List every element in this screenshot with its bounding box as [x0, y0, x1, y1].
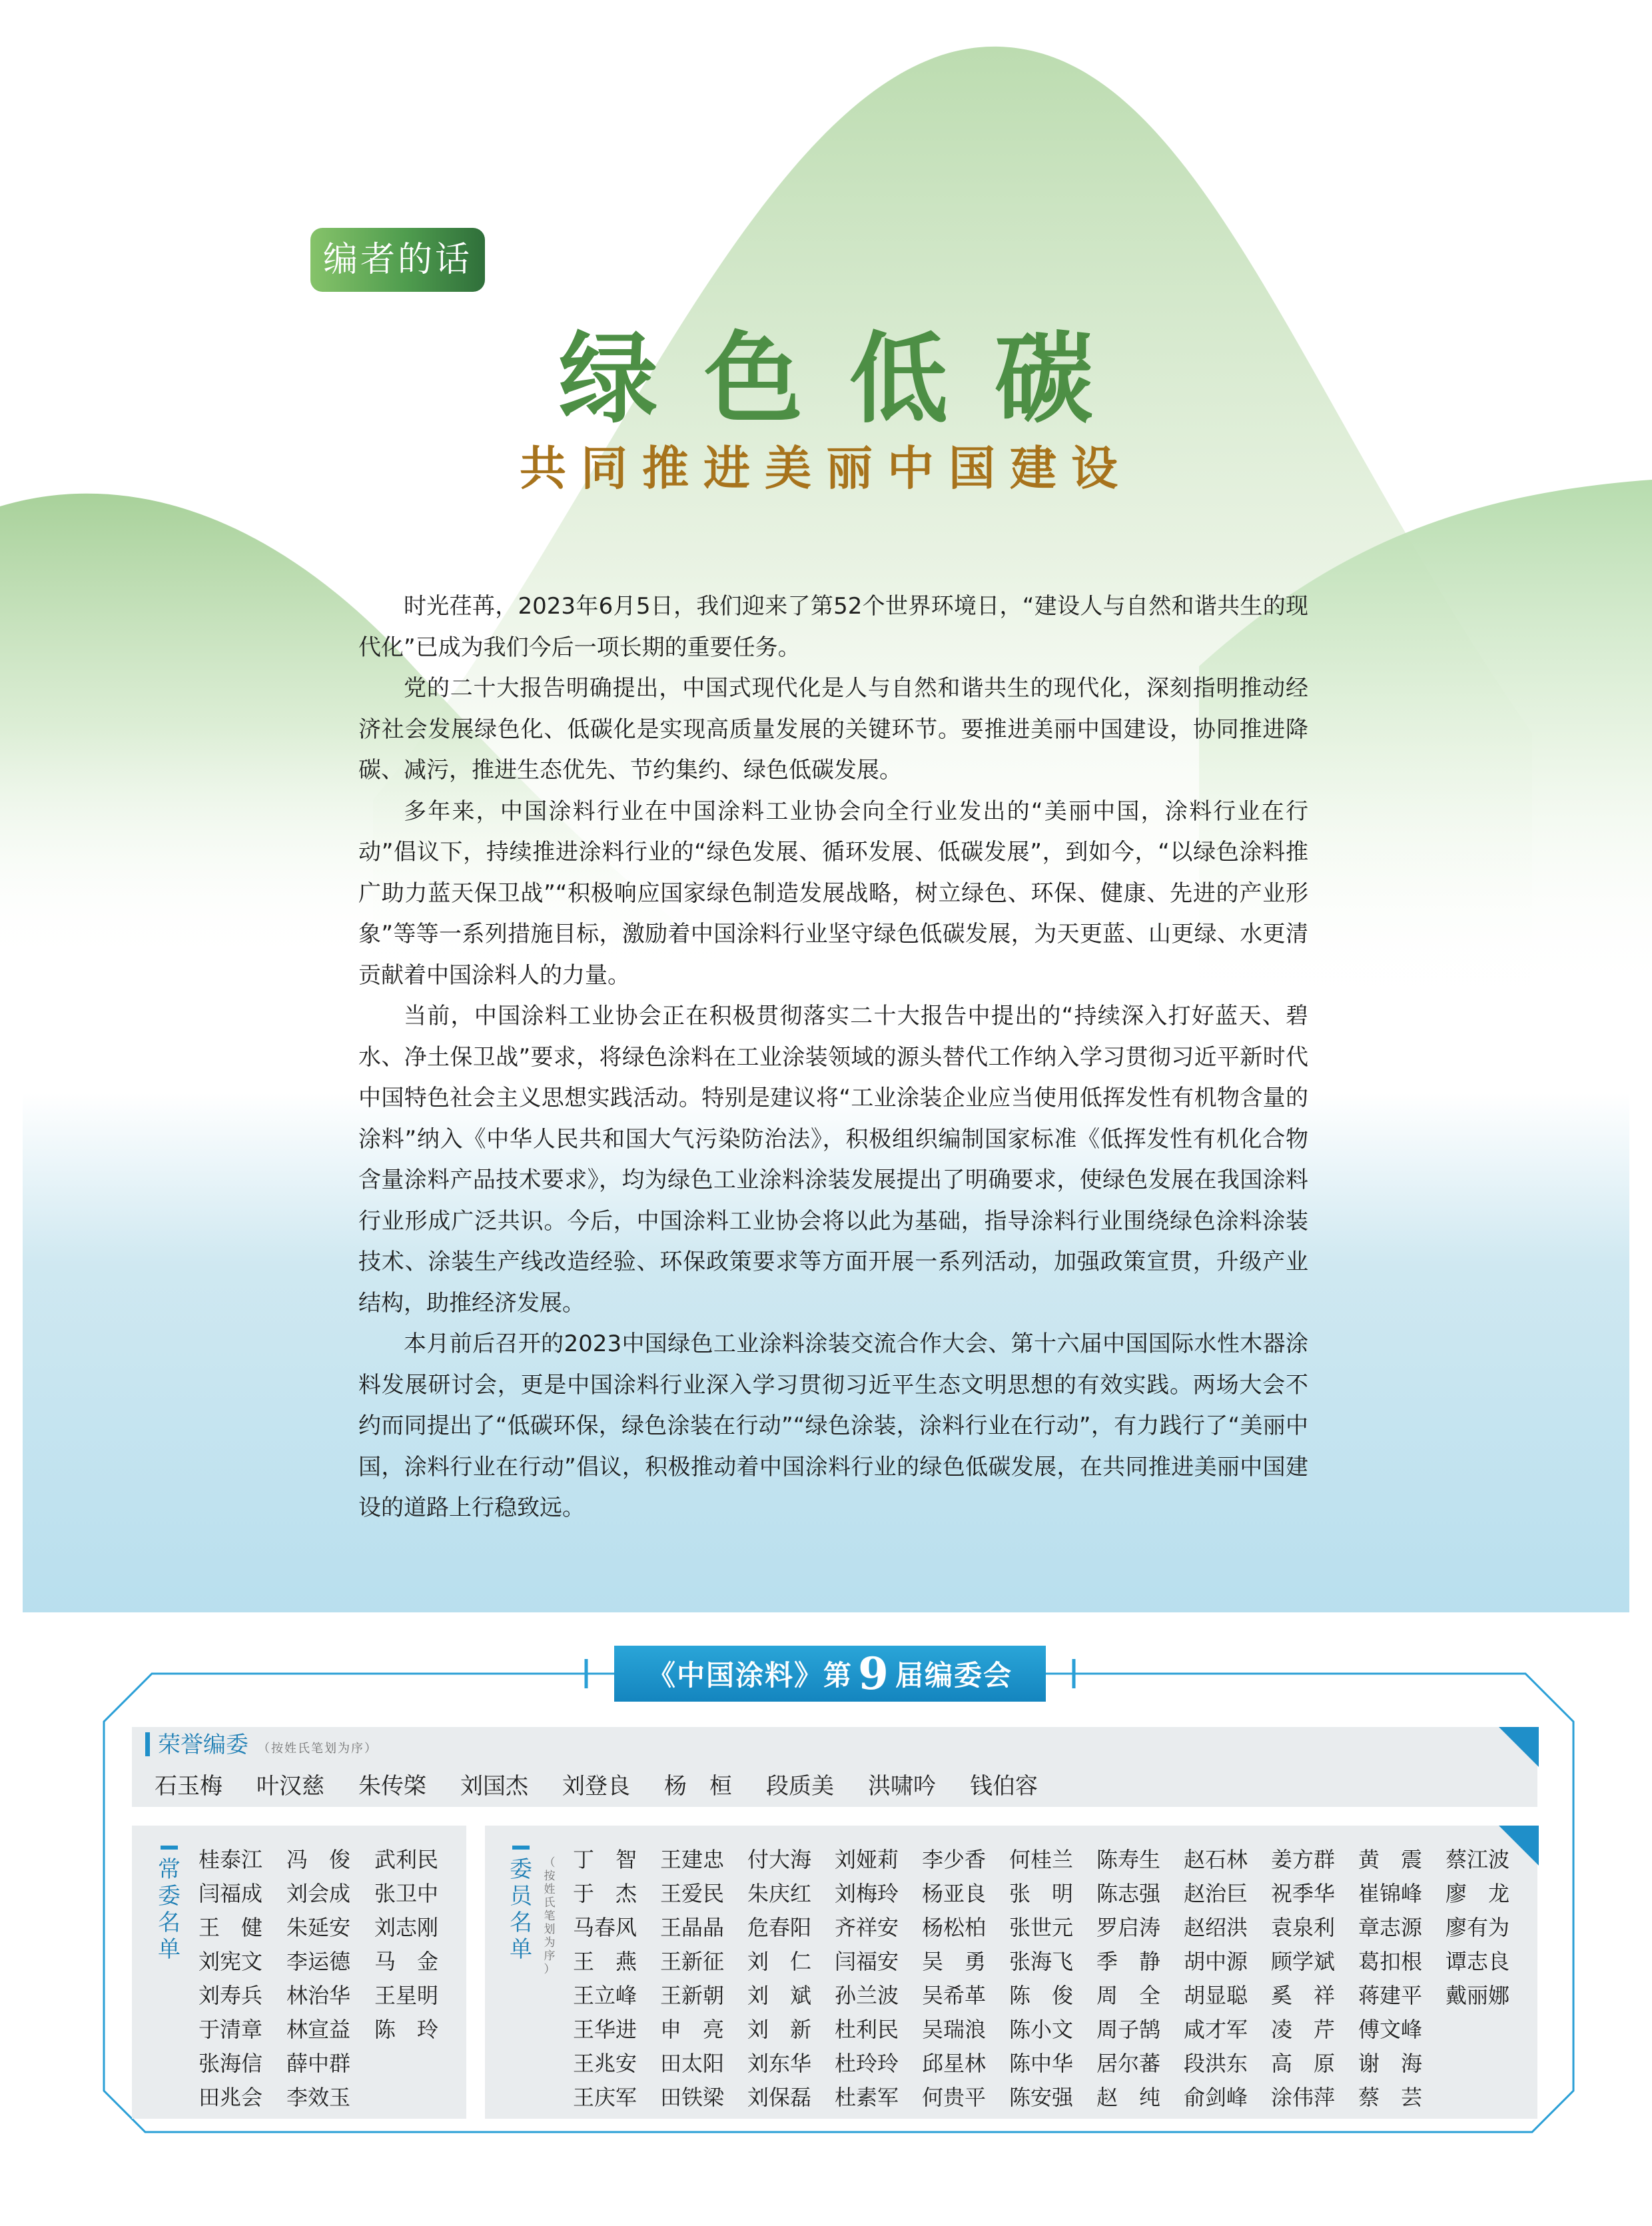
board-title — [614, 1646, 1046, 1702]
paragraph: 当前，中国涂料工业协会正在积极贯彻落实二十大报告中提出的“持续深入打好蓝天、碧水、净土保卫战”要求，将绿色涂料在工业涂装领域的源头替代工作纳入学习贯彻习近平新时代中国特色社会主义思想实践活动。特别是建议将“工业涂装企业应当使用低挥发性有机物含量的涂料”纳入《中华人民共和国大气污染防治法》，积极组织编制国家标准《低挥发性有机化合物含量涂料产品技术要求》，均为绿色工业涂料涂装发展提出了明确要求，使绿色发展在我国涂料行业形成广泛共识。今后，中国涂料工业协会将以此为基础，指导涂料行业围绕绿色涂料涂装技术、涂装生产线改造经验、环保政策要求等方面开展一系列活动，加强政策宣贯，升级产业结构，助推经济发展。 — [358, 1003, 1308, 1317]
label-char: 为 — [544, 1936, 556, 1949]
committee-name: 咸才军 — [1184, 2017, 1248, 2042]
committee-name: 蔡 芸 — [1358, 2085, 1423, 2110]
committee-name: 杨亚良 — [922, 1881, 987, 1906]
label-char: 员 — [510, 1883, 532, 1910]
committee-name: 章志源 — [1358, 1915, 1423, 1940]
committee-name: 奚 祥 — [1271, 1983, 1336, 2008]
section-tag: 编者的话 — [310, 228, 485, 292]
committee-name: 季 静 — [1096, 1949, 1161, 1974]
committee-name: 崔锦峰 — [1358, 1881, 1423, 1906]
committee-name: 刘保磊 — [747, 2085, 812, 2110]
members-label — [506, 1846, 536, 1963]
page-subtitle: 共同推进美丽中国建设 — [520, 441, 1132, 496]
committee-name: 袁泉利 — [1271, 1915, 1336, 1940]
members-note — [542, 1856, 557, 1976]
honor-names — [155, 1770, 1154, 1803]
label-char: 单 — [510, 1936, 532, 1963]
committee-name: 姜方群 — [1271, 1847, 1336, 1872]
committee-name: 田太阳 — [660, 2051, 725, 2076]
paragraph: 时光荏苒，2023年6月5日，我们迎来了第52个世界环境日，“建设人与自然和谐共生的现代化”已成为我们今后一项长期的重要任务。 — [358, 593, 1308, 661]
board-title-prefix: 《中国涂料》第 — [647, 1659, 853, 1692]
paragraph: 党的二十大报告明确提出，中国式现代化是人与自然和谐共生的现代化，深刻指明推动经济社会发展绿色化、低碳化是实现高质量发展的关键环节。要推进美丽中国建设，协同推进降碳、减污，推进生态优先、节约集约、绿色低碳发展。 — [358, 675, 1308, 784]
heading-bar — [161, 1846, 178, 1850]
committee-name: 俞剑峰 — [1184, 2085, 1248, 2110]
committee-name: 居尔蕃 — [1096, 2051, 1161, 2076]
committee-name: 陈寿生 — [1096, 1847, 1161, 1872]
committee-name: 刘梅玲 — [835, 1881, 899, 1906]
committee-name: 赵 纯 — [1096, 2085, 1161, 2110]
committee-name: 刘 仁 — [747, 1949, 812, 1974]
committee-name: 刘寿兵 — [199, 1983, 263, 2008]
committee-name — [1446, 2081, 1533, 2115]
article-body — [358, 586, 1308, 1529]
page-title: 绿色低碳 — [559, 320, 1140, 436]
honor-name: 杨 桓 — [664, 1773, 732, 1800]
committee-name: 张世元 — [1009, 1915, 1074, 1940]
committee-name: 王建忠 — [660, 1847, 725, 1872]
committee-name: 马春风 — [573, 1915, 637, 1940]
committee-name: 王晶晶 — [660, 1915, 725, 1940]
honor-name: 段质美 — [766, 1773, 834, 1800]
committee-name: 傅文峰 — [1358, 2017, 1423, 2042]
label-char: 委 — [510, 1856, 532, 1883]
paragraph: 多年来，中国涂料行业在中国涂料工业协会向全行业发出的“美丽中国，涂料行业在行动”倡议下，持续推进涂料行业的“绿色发展、循环发展、低碳发展”，到如今，“以绿色涂料推广助力蓝天保卫战”“积极响应国家绿色制造发展战略，树立绿色、环保、健康、先进的产业形象”等等一系列措施目标，激励着中国涂料行业坚守绿色低碳发展，为天更蓝、山更绿、水更清贡献着中国涂料人的力量。 — [358, 798, 1308, 989]
committee-name: 孙兰波 — [835, 1983, 899, 2008]
committee-name: 闫福安 — [835, 1949, 899, 1974]
label-char: 划 — [544, 1923, 556, 1936]
committee-name: 刘 斌 — [747, 1983, 812, 2008]
committee-name: 刘会成 — [286, 1881, 351, 1906]
label-char: 序 — [544, 1949, 556, 1963]
committee-name: 冯 俊 — [286, 1847, 351, 1872]
committee-name: 王 健 — [199, 1915, 263, 1940]
committee-name: 高 原 — [1271, 2051, 1336, 2076]
label-char: 名 — [510, 1910, 532, 1936]
heading-bar — [512, 1846, 530, 1850]
honor-name: 刘国杰 — [460, 1773, 528, 1800]
honor-name: 朱传棨 — [358, 1773, 426, 1800]
committee-name: 陈小文 — [1009, 2017, 1074, 2042]
committee-name: 张海信 — [199, 2051, 263, 2076]
committee-name: 陈 玲 — [374, 2017, 439, 2042]
committee-name — [1446, 2013, 1533, 2047]
heading-bar — [145, 1732, 150, 1756]
committee-name: 蔡江波 — [1446, 1847, 1510, 1872]
committee-name: 危春阳 — [747, 1915, 812, 1940]
committee-name: 周子鹄 — [1096, 2017, 1161, 2042]
committee-name: 黄 震 — [1358, 1847, 1423, 1872]
honor-name: 刘登良 — [562, 1773, 630, 1800]
committee-name: 王兆安 — [573, 2051, 637, 2076]
committee-name: 刘 新 — [747, 2017, 812, 2042]
committee-name: 于 杰 — [573, 1881, 637, 1906]
committee-name: 田铁梁 — [660, 2085, 725, 2110]
committee-name: 顾学斌 — [1271, 1949, 1336, 1974]
label-char: ） — [544, 1963, 556, 1976]
committee-name: 田兆会 — [199, 2085, 263, 2110]
standing-label — [155, 1846, 184, 1963]
committee-name: 蒋建平 — [1358, 1983, 1423, 2008]
committee-name: 王 燕 — [573, 1949, 637, 1974]
committee-name: 陈 俊 — [1009, 1983, 1074, 2008]
committee-name: 张 明 — [1009, 1881, 1074, 1906]
committee-name: 申 亮 — [660, 2017, 725, 2042]
committee-name — [374, 2047, 462, 2081]
honor-name: 洪啸吟 — [868, 1773, 936, 1800]
committee-name: 丁 智 — [573, 1847, 637, 1872]
committee-name: 葛扣根 — [1358, 1949, 1423, 1974]
committee-name: 刘志刚 — [374, 1915, 439, 1940]
corner-accent — [1499, 1727, 1539, 1767]
label-char: 委 — [158, 1883, 181, 1910]
committee-name: 廖有为 — [1446, 1915, 1510, 1940]
committee-name: 王庆军 — [573, 2085, 637, 2110]
committee-name: 李少香 — [922, 1847, 987, 1872]
committee-name: 林治华 — [286, 1983, 351, 2008]
committee-name: 桂泰江 — [199, 1847, 263, 1872]
committee-name: 李运德 — [286, 1949, 351, 1974]
committee-name: 胡显聪 — [1184, 1983, 1248, 2008]
committee-name: 陈志强 — [1096, 1881, 1161, 1906]
committee-name: 赵石林 — [1184, 1847, 1248, 1872]
honor-heading — [145, 1730, 378, 1760]
committee-name: 杨松柏 — [922, 1915, 987, 1940]
label-char: 按 — [544, 1870, 556, 1883]
committee-name: 王立峰 — [573, 1983, 637, 2008]
committee-name: 朱庆红 — [747, 1881, 812, 1906]
committee-name: 刘宪文 — [199, 1949, 263, 1974]
committee-name: 戴丽娜 — [1446, 1983, 1510, 2008]
committee-name: 赵绍洪 — [1184, 1915, 1248, 1940]
committee-name: 段洪东 — [1184, 2051, 1248, 2076]
committee-name: 朱延安 — [286, 1915, 351, 1940]
standing-label-text — [155, 1856, 184, 1963]
committee-name: 陈安强 — [1009, 2085, 1074, 2110]
label-char: 单 — [158, 1936, 181, 1963]
committee-name: 罗启涛 — [1096, 1915, 1161, 1940]
committee-name: 何贵平 — [922, 2085, 987, 2110]
honor-name: 石玉梅 — [155, 1773, 222, 1800]
committee-name: 齐祥安 — [835, 1915, 899, 1940]
honor-note: （按姓氏笔划为序） — [258, 1742, 378, 1756]
label-char: 常 — [158, 1856, 181, 1883]
label-char: 笔 — [544, 1910, 556, 1923]
committee-name: 何桂兰 — [1009, 1847, 1074, 1872]
committee-name: 周 全 — [1096, 1983, 1161, 2008]
committee-name: 王星明 — [374, 1983, 439, 2008]
committee-name: 吴希革 — [922, 1983, 987, 2008]
committee-name: 武利民 — [374, 1847, 439, 1872]
committee-name: 薛中群 — [286, 2051, 351, 2076]
committee-name: 涂伟萍 — [1271, 2085, 1336, 2110]
label-char: （ — [544, 1856, 556, 1870]
members-names — [573, 1843, 1533, 2115]
committee-name: 王新征 — [660, 1949, 725, 1974]
committee-name: 杜玲玲 — [835, 2051, 899, 2076]
committee-name: 于清章 — [199, 2017, 263, 2042]
board-title-number: 9 — [858, 1648, 890, 1700]
committee-name: 凌 芹 — [1271, 2017, 1336, 2042]
standing-names — [199, 1843, 462, 2115]
committee-name: 王爱民 — [660, 1881, 725, 1906]
committee-name: 王华进 — [573, 2017, 637, 2042]
honor-name: 叶汉慈 — [256, 1773, 324, 1800]
committee-name: 闫福成 — [199, 1881, 263, 1906]
committee-name: 马 金 — [374, 1949, 439, 1974]
committee-name: 张海飞 — [1009, 1949, 1074, 1974]
committee-name — [1446, 2047, 1533, 2081]
label-char: 氏 — [544, 1896, 556, 1910]
committee-name: 付大海 — [747, 1847, 812, 1872]
board-title-suffix: 届编委会 — [895, 1659, 1013, 1692]
committee-name: 吴 勇 — [922, 1949, 987, 1974]
committee-name: 杜利民 — [835, 2017, 899, 2042]
committee-name: 谭志良 — [1446, 1949, 1510, 1974]
committee-name: 杜素军 — [835, 2085, 899, 2110]
committee-name: 刘东华 — [747, 2051, 812, 2076]
committee-name: 陈中华 — [1009, 2051, 1074, 2076]
label-char: 名 — [158, 1910, 181, 1936]
committee-name: 王新朝 — [660, 1983, 725, 2008]
honor-label: 荣誉编委 — [158, 1732, 248, 1758]
committee-name: 李效玉 — [286, 2085, 351, 2110]
committee-name: 刘娅莉 — [835, 1847, 899, 1872]
committee-name: 胡中源 — [1184, 1949, 1248, 1974]
committee-name: 廖 龙 — [1446, 1881, 1510, 1906]
members-label-text — [506, 1856, 536, 1963]
committee-name: 吴瑞浪 — [922, 2017, 987, 2042]
paragraph: 本月前后召开的2023中国绿色工业涂料涂装交流合作大会、第十六届中国国际水性木器涂料发展研讨会，更是中国涂料行业深入学习贯彻习近平生态文明思想的有效实践。两场大会不约而同提出了“低碳环保，绿色涂装在行动”“绿色涂装，涂料行业在行动”，有力践行了“美丽中国，涂料行业在行动”倡议，积极推动着中国涂料行业的绿色低碳发展，在共同推进美丽中国建设的道路上行稳致远。 — [358, 1331, 1308, 1521]
committee-name: 邱星林 — [922, 2051, 987, 2076]
label-char: 姓 — [544, 1883, 556, 1896]
committee-name: 张卫中 — [374, 1881, 439, 1906]
committee-name: 林宣益 — [286, 2017, 351, 2042]
committee-name: 祝季华 — [1271, 1881, 1336, 1906]
committee-name: 谢 海 — [1358, 2051, 1423, 2076]
committee-name: 赵治巨 — [1184, 1881, 1248, 1906]
committee-name — [374, 2081, 462, 2115]
honor-name: 钱伯容 — [970, 1773, 1038, 1800]
